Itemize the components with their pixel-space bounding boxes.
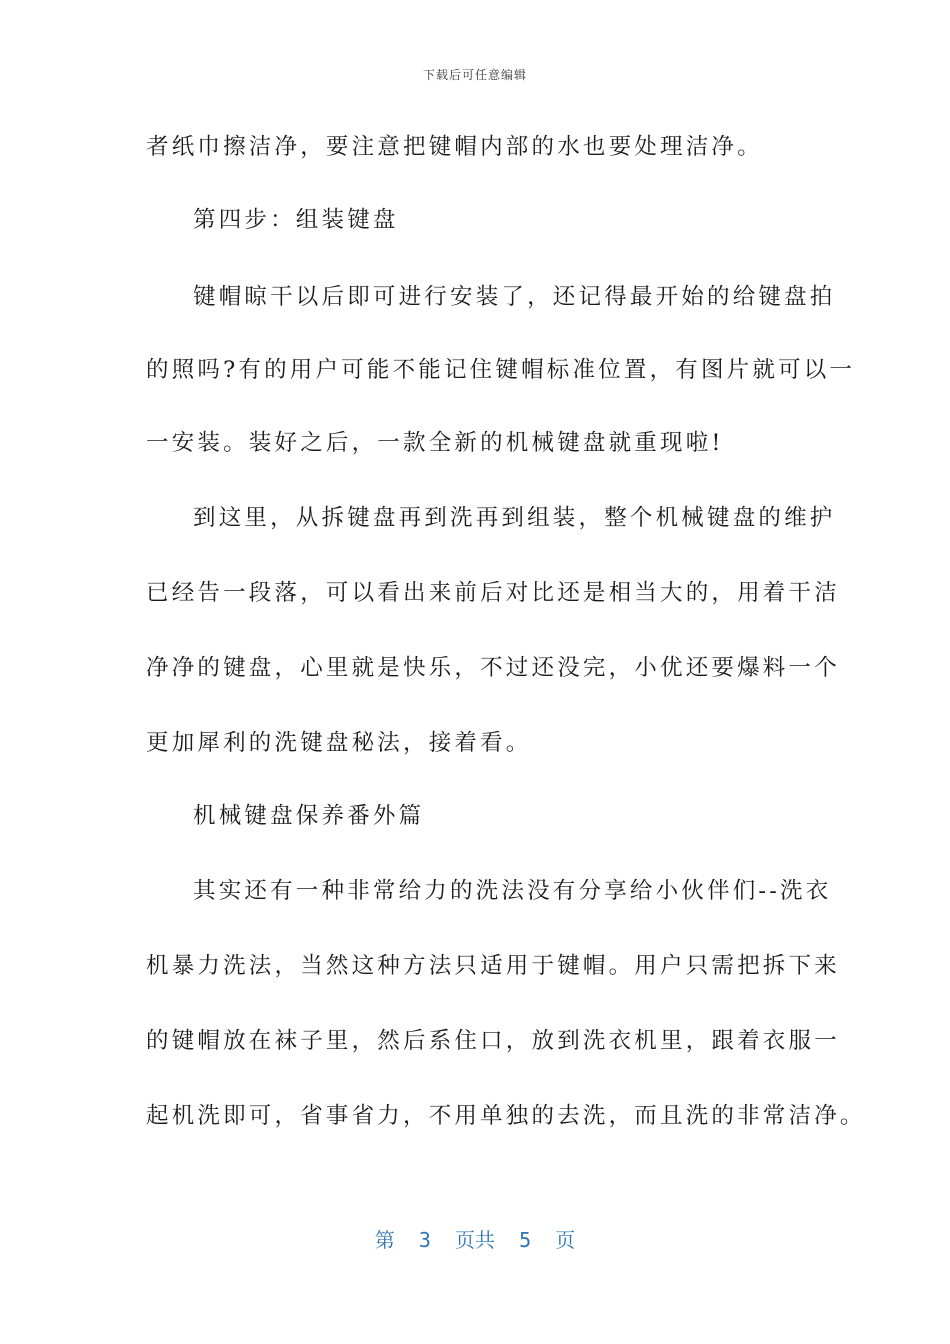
- body-line-4: 的照吗?有的用户可能不能记住键帽标准位置，有图片就可以一: [146, 357, 856, 383]
- body-line-9: 更加犀利的洗键盘秘法，接着看。: [146, 730, 532, 756]
- section-heading-extra: 机械键盘保养番外篇: [193, 803, 425, 829]
- section-heading-step-four: 第四步：组装键盘: [193, 207, 399, 233]
- body-line-12: 机暴力洗法，当然这种方法只适用于键帽。用户只需把拆下来: [146, 953, 840, 979]
- body-line-14: 起机洗即可，省事省力，不用单独的去洗，而且洗的非常洁净。: [146, 1103, 866, 1129]
- body-line-1: 者纸巾擦洁净，要注意把键帽内部的水也要处理洁净。: [146, 134, 763, 160]
- body-line-5: 一安装。装好之后，一款全新的机械键盘就重现啦!: [146, 430, 724, 456]
- body-line-6: 到这里，从拆键盘再到洗再到组装，整个机械键盘的维护: [193, 505, 836, 531]
- body-line-3: 键帽晾干以后即可进行安装了，还记得最开始的给键盘拍: [193, 284, 836, 310]
- body-line-8: 净净的键盘，心里就是快乐，不过还没完，小优还要爆料一个: [146, 655, 840, 681]
- body-line-13: 的键帽放在袜子里，然后系住口，放到洗衣机里，跟着衣服一: [146, 1028, 840, 1054]
- page-number-footer: 第 3 页共 5 页: [374, 1228, 576, 1252]
- body-line-11: 其实还有一种非常给力的洗法没有分享给小伙伴们--洗衣: [193, 878, 832, 904]
- body-line-7: 已经告一段落，可以看出来前后对比还是相当大的，用着干洁: [146, 580, 840, 606]
- header-note: 下载后可任意编辑: [422, 68, 527, 82]
